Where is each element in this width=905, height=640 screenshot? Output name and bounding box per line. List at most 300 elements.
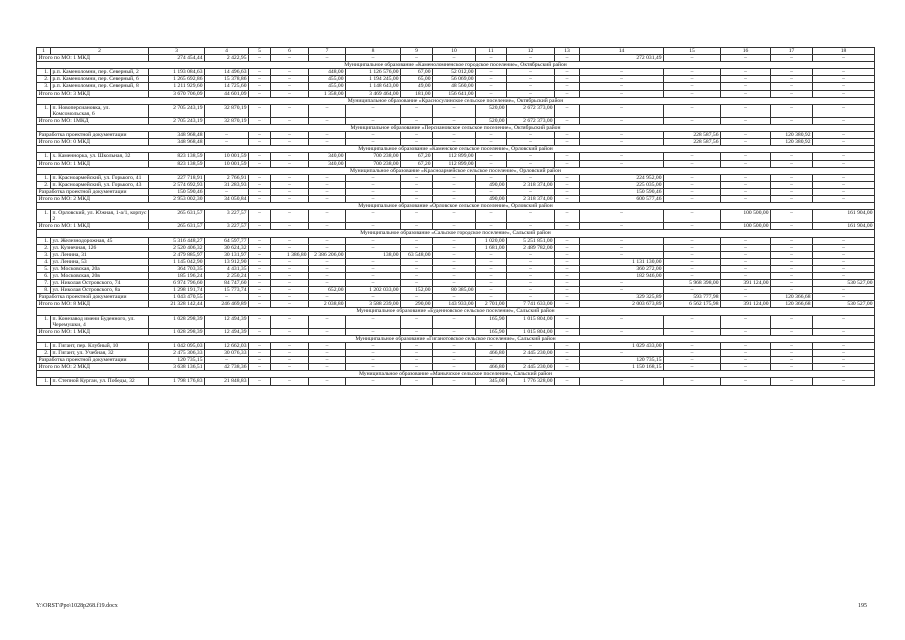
address-cell: п. Орловский, ул. Южная, 1-а/1, корпус 2 (52, 210, 147, 223)
value-cell: – (580, 76, 664, 83)
value-cell: – (205, 132, 249, 139)
value-cell: – (249, 69, 271, 76)
value-cell: – (721, 273, 771, 280)
address-cell: п. Гигант, ул. Учебная, 32 (51, 350, 149, 357)
value-cell: 1 148 643,00 (346, 83, 401, 90)
value-cell: – (433, 280, 476, 287)
value-cell: – (249, 76, 271, 83)
value-cell: 182 946,00 (580, 273, 664, 280)
value-cell: – (555, 117, 580, 124)
value-cell: – (271, 76, 309, 83)
address-cell: п. Степной Курган, ул. Победы, 32 (51, 378, 149, 385)
section-header-row (37, 146, 875, 153)
value-cell: – (555, 237, 580, 244)
table-row (37, 287, 875, 294)
value-cell: 360 272,00 (580, 265, 664, 272)
value-cell: – (721, 76, 771, 83)
value-cell: – (346, 378, 401, 385)
value-cell: – (771, 357, 813, 364)
value-cell: – (271, 132, 309, 139)
value-cell: 348 968,48 (149, 139, 205, 146)
value-cell: – (433, 357, 476, 364)
row-number: 5. (37, 265, 51, 272)
value-cell: – (813, 328, 875, 335)
value-cell: – (309, 378, 346, 385)
value-cell: – (249, 301, 271, 308)
column-number: 18 (813, 48, 875, 55)
value-cell: – (507, 251, 555, 258)
value-cell: – (433, 139, 476, 146)
value-cell: 120 735,15 (580, 357, 664, 364)
value-cell: – (433, 181, 476, 188)
value-cell: – (813, 104, 875, 117)
value-cell: – (401, 315, 433, 328)
value-cell: – (346, 195, 401, 202)
value-cell: – (346, 244, 401, 251)
value-cell: – (401, 273, 433, 280)
value-cell: – (721, 251, 771, 258)
value-cell: 49,00 (401, 83, 433, 90)
value-cell: – (664, 153, 721, 160)
value-cell: 391 124,00 (721, 280, 771, 287)
value-cell: 1 211 929,60 (149, 83, 205, 90)
value-cell: 120 380,92 (771, 132, 813, 139)
value-cell: 1 681,00 (476, 244, 507, 251)
value-cell: – (249, 342, 271, 349)
value-cell: 228 587,56 (664, 139, 721, 146)
value-cell: – (401, 117, 433, 124)
value-cell: – (555, 181, 580, 188)
value-cell: – (771, 251, 813, 258)
table-row (37, 153, 875, 160)
column-number: 11 (476, 48, 507, 55)
value-cell: 120 735,15 (149, 357, 205, 364)
value-cell: – (271, 265, 309, 272)
column-number: 4 (205, 48, 249, 55)
value-cell: 530 527,00 (813, 301, 875, 308)
value-cell: 21 848,83 (205, 378, 249, 385)
value-cell: – (433, 210, 476, 223)
value-cell: 31 283,93 (205, 181, 249, 188)
value-cell: – (346, 258, 401, 265)
value-cell: 63 548,00 (401, 251, 433, 258)
value-cell: – (476, 69, 507, 76)
value-cell: – (249, 350, 271, 357)
value-cell: – (813, 258, 875, 265)
value-cell: – (271, 69, 309, 76)
value-cell: – (271, 90, 309, 97)
value-cell: – (813, 342, 875, 349)
value-cell: – (433, 350, 476, 357)
value-cell: 67,20 (401, 160, 433, 167)
value-cell: – (507, 342, 555, 349)
value-cell: – (249, 364, 271, 371)
value-cell: 5 316 448,27 (149, 237, 205, 244)
value-cell: 165,90 (476, 315, 507, 328)
value-cell: 30 131,97 (205, 251, 249, 258)
value-cell: – (346, 342, 401, 349)
table-row (37, 83, 875, 90)
value-cell: – (346, 117, 401, 124)
value-cell: – (271, 273, 309, 280)
value-cell: – (401, 188, 433, 195)
value-cell: – (249, 273, 271, 280)
address-cell: п. Красноармейский, ул. Горького, 43 (51, 181, 149, 188)
value-cell: 3 227,57 (205, 210, 249, 223)
value-cell: 2 318 374,00 (507, 195, 555, 202)
value-cell: – (433, 258, 476, 265)
value-cell: – (309, 210, 346, 223)
value-cell: – (721, 195, 771, 202)
address-cell: п. Новоперсиановка, ул. Комсомольская, 6 (51, 104, 149, 117)
value-cell: – (346, 181, 401, 188)
project-row (37, 357, 875, 364)
value-cell: 5 968 398,00 (664, 280, 721, 287)
value-cell: 2 250,24 (205, 273, 249, 280)
value-cell: – (580, 244, 664, 251)
value-cell: 152,00 (401, 287, 433, 294)
value-cell: – (721, 69, 771, 76)
value-cell: – (721, 132, 771, 139)
value-cell: – (476, 188, 507, 195)
value-cell: – (771, 104, 813, 117)
value-cell: – (555, 55, 580, 62)
value-cell: 21 328 142,44 (149, 301, 205, 308)
total-row (37, 223, 875, 230)
value-cell: 652,00 (309, 287, 346, 294)
value-cell: – (771, 69, 813, 76)
total-label: Итого по МО: 0 МКД (37, 139, 149, 146)
value-cell: – (721, 258, 771, 265)
address-cell: ул. Московская, 20а (51, 265, 149, 272)
value-cell: – (401, 210, 433, 223)
section-header-row (37, 62, 875, 69)
value-cell: – (401, 294, 433, 301)
total-row (37, 301, 875, 308)
value-cell: – (309, 174, 346, 181)
municipality-title: Муниципальное образование «Буденновское сельское поселение», Сальский район (37, 308, 875, 315)
value-cell: 272 031,49 (580, 55, 664, 62)
municipality-title: Муниципальное образование «Персиановское сельское поселение», Октябрьский район (37, 125, 875, 132)
value-cell: – (771, 328, 813, 335)
value-cell: – (507, 76, 555, 83)
value-cell: – (721, 181, 771, 188)
value-cell: – (813, 83, 875, 90)
value-cell: – (580, 69, 664, 76)
value-cell: – (555, 244, 580, 251)
value-cell: – (555, 350, 580, 357)
value-cell: – (580, 104, 664, 117)
address-cell: ул. Николая Островского, 74 (51, 280, 149, 287)
value-cell: – (664, 251, 721, 258)
value-cell: – (433, 223, 476, 230)
value-cell: – (771, 90, 813, 97)
value-cell: – (309, 357, 346, 364)
value-cell: – (433, 195, 476, 202)
value-cell: – (507, 174, 555, 181)
value-cell: – (433, 251, 476, 258)
value-cell: 1 042 095,03 (149, 342, 205, 349)
table-row (37, 174, 875, 181)
column-number: 10 (433, 48, 476, 55)
value-cell: – (271, 342, 309, 349)
value-cell: – (813, 117, 875, 124)
value-cell: – (771, 117, 813, 124)
value-cell: 65,00 (401, 76, 433, 83)
value-cell: – (401, 350, 433, 357)
municipality-title: Муниципальное образование «Красносулинское сельское поселение», Октябрьский район (37, 97, 875, 104)
value-cell: – (309, 294, 346, 301)
value-cell: – (771, 244, 813, 251)
value-cell: – (346, 132, 401, 139)
value-cell: – (664, 83, 721, 90)
value-cell: – (555, 195, 580, 202)
value-cell: 490,00 (476, 195, 507, 202)
value-cell: – (555, 153, 580, 160)
value-cell: 30 624,32 (205, 244, 249, 251)
value-cell: 2 445 230,00 (507, 350, 555, 357)
value-cell: – (249, 280, 271, 287)
value-cell: 823 138,59 (149, 160, 205, 167)
value-cell: 2 705 243,19 (149, 104, 205, 117)
value-cell: – (271, 174, 309, 181)
value-cell: – (249, 237, 271, 244)
value-cell: – (771, 258, 813, 265)
value-cell: 3 227,57 (205, 223, 249, 230)
total-label: Итого по МО: 1МКД (37, 117, 149, 124)
value-cell: – (271, 153, 309, 160)
row-number: 1. (37, 153, 51, 160)
value-cell: – (249, 287, 271, 294)
value-cell: – (771, 237, 813, 244)
value-cell: – (580, 153, 664, 160)
table-row (37, 251, 875, 258)
row-number: 1. (37, 69, 51, 76)
total-label: Итого по МО: 2 МКД (37, 364, 149, 371)
value-cell: – (476, 76, 507, 83)
column-number: 3 (149, 48, 205, 55)
value-cell: – (476, 139, 507, 146)
value-cell: – (664, 76, 721, 83)
value-cell: – (346, 364, 401, 371)
value-cell: – (401, 139, 433, 146)
address-cell: ул. Московская, 20в (51, 273, 149, 280)
value-cell: 7 741 633,00 (507, 301, 555, 308)
address-cell: п. Красноармейский, ул. Горького, 41 (51, 174, 149, 181)
value-cell: 265 631,57 (149, 223, 205, 230)
value-cell: – (580, 237, 664, 244)
value-cell: 1 776 328,00 (507, 378, 555, 385)
value-cell: – (721, 315, 771, 328)
value-cell: – (555, 265, 580, 272)
value-cell: 2 705 243,19 (149, 117, 205, 124)
table-row (37, 315, 875, 328)
value-cell: 6 974 796,60 (149, 280, 205, 287)
value-cell: 466,80 (476, 364, 507, 371)
value-cell: – (476, 83, 507, 90)
value-cell: 44 601,09 (205, 90, 249, 97)
value-cell: 112 899,00 (433, 160, 476, 167)
value-cell: 1 798 176,83 (149, 378, 205, 385)
value-cell: – (476, 357, 507, 364)
value-cell: – (249, 315, 271, 328)
value-cell: – (346, 139, 401, 146)
value-cell: – (309, 104, 346, 117)
value-cell: – (664, 265, 721, 272)
value-cell: – (271, 210, 309, 223)
row-number: 4. (37, 258, 51, 265)
value-cell: 80 385,00 (433, 287, 476, 294)
value-cell: – (271, 139, 309, 146)
value-cell: 490,00 (476, 181, 507, 188)
value-cell: – (205, 188, 249, 195)
value-cell: – (271, 364, 309, 371)
value-cell: – (249, 160, 271, 167)
value-cell: – (476, 153, 507, 160)
value-cell: 3 670 706,09 (149, 90, 205, 97)
address-cell: ул. Николая Островского, 8а (51, 287, 149, 294)
value-cell: – (771, 378, 813, 385)
value-cell: – (309, 280, 346, 287)
value-cell: – (433, 378, 476, 385)
value-cell: 466,80 (476, 350, 507, 357)
value-cell: 67,00 (401, 69, 433, 76)
value-cell: – (433, 117, 476, 124)
address-cell: х. Каменнорка, ул. Школьная, 32 (51, 153, 149, 160)
budget-table (36, 47, 875, 386)
table-row (37, 350, 875, 357)
value-cell: – (664, 90, 721, 97)
value-cell: – (433, 174, 476, 181)
column-number: 8 (346, 48, 401, 55)
value-cell: – (664, 188, 721, 195)
value-cell: 12 494,39 (205, 315, 249, 328)
table-row (37, 258, 875, 265)
value-cell: – (205, 139, 249, 146)
total-row (37, 195, 875, 202)
value-cell: – (249, 265, 271, 272)
value-cell: 520,00 (476, 117, 507, 124)
total-row (37, 55, 875, 62)
value-cell: – (813, 174, 875, 181)
value-cell: – (309, 350, 346, 357)
value-cell: – (507, 83, 555, 90)
value-cell: – (249, 294, 271, 301)
value-cell: 340,00 (309, 153, 346, 160)
value-cell: – (476, 287, 507, 294)
project-label: Разработка проектной документации (37, 132, 149, 139)
municipality-title: Муниципальное образование «Орловское сельское поселение», Орловский район (37, 203, 875, 210)
value-cell: – (721, 174, 771, 181)
value-cell: – (249, 132, 271, 139)
value-cell: 1 015 804,00 (507, 328, 555, 335)
value-cell: 2 574 692,93 (149, 181, 205, 188)
row-number: 1. (37, 210, 51, 223)
value-cell: – (346, 350, 401, 357)
value-cell: – (664, 258, 721, 265)
value-cell: – (664, 342, 721, 349)
value-cell: 12 662,03 (205, 342, 249, 349)
value-cell: – (476, 210, 507, 223)
value-cell: 1 029 433,00 (580, 342, 664, 349)
value-cell: 165,90 (476, 328, 507, 335)
document-page (36, 47, 874, 386)
total-row (37, 139, 875, 146)
value-cell: – (813, 237, 875, 244)
municipality-title: Муниципальное образование «Гиганотовское сельское поселение», Сальский район (37, 335, 875, 342)
value-cell: 1 020,00 (476, 237, 507, 244)
value-cell: – (271, 280, 309, 287)
value-cell: – (249, 174, 271, 181)
section-header-row (37, 167, 875, 174)
value-cell: 246 469,89 (205, 301, 249, 308)
value-cell: – (580, 90, 664, 97)
value-cell: – (271, 223, 309, 230)
value-cell: – (664, 273, 721, 280)
value-cell: – (664, 350, 721, 357)
value-cell: 348 968,48 (149, 132, 205, 139)
section-header-row (37, 230, 875, 237)
value-cell: – (813, 139, 875, 146)
table-row (37, 244, 875, 251)
row-number: 2. (37, 181, 51, 188)
value-cell: – (271, 160, 309, 167)
value-cell: – (249, 55, 271, 62)
value-cell: – (346, 294, 401, 301)
value-cell: – (813, 69, 875, 76)
value-cell: 2 318 374,00 (507, 181, 555, 188)
value-cell: – (433, 132, 476, 139)
column-number: 17 (771, 48, 813, 55)
value-cell: – (433, 188, 476, 195)
value-cell: – (771, 350, 813, 357)
value-cell: – (271, 357, 309, 364)
value-cell: – (664, 55, 721, 62)
value-cell: – (271, 244, 309, 251)
value-cell: – (721, 294, 771, 301)
value-cell: – (249, 223, 271, 230)
value-cell: – (813, 378, 875, 385)
value-cell: – (580, 210, 664, 223)
value-cell: – (580, 287, 664, 294)
value-cell: – (664, 160, 721, 167)
value-cell: – (580, 280, 664, 287)
value-cell: – (401, 258, 433, 265)
value-cell: – (771, 181, 813, 188)
value-cell: – (721, 265, 771, 272)
value-cell: 120 366,68 (771, 294, 813, 301)
value-cell: – (249, 357, 271, 364)
value-cell: – (309, 258, 346, 265)
value-cell: 290,00 (401, 301, 433, 308)
address-cell: р.п. Каменоломни, пер. Северный, 6 (51, 76, 149, 83)
value-cell: – (555, 83, 580, 90)
value-cell: – (346, 273, 401, 280)
value-cell: 2 038,80 (309, 301, 346, 308)
value-cell: 1 193 084,63 (149, 69, 205, 76)
value-cell: 5 251 851,00 (507, 237, 555, 244)
value-cell: 30 076,33 (205, 350, 249, 357)
value-cell: – (309, 265, 346, 272)
value-cell: – (813, 153, 875, 160)
value-cell: 13 912,90 (205, 258, 249, 265)
value-cell: – (721, 90, 771, 97)
value-cell: – (813, 265, 875, 272)
column-number: 15 (664, 48, 721, 55)
project-label: Разработка проектной документации (37, 188, 149, 195)
value-cell: 1 202 033,00 (346, 287, 401, 294)
value-cell: 1 298 191,74 (149, 287, 205, 294)
